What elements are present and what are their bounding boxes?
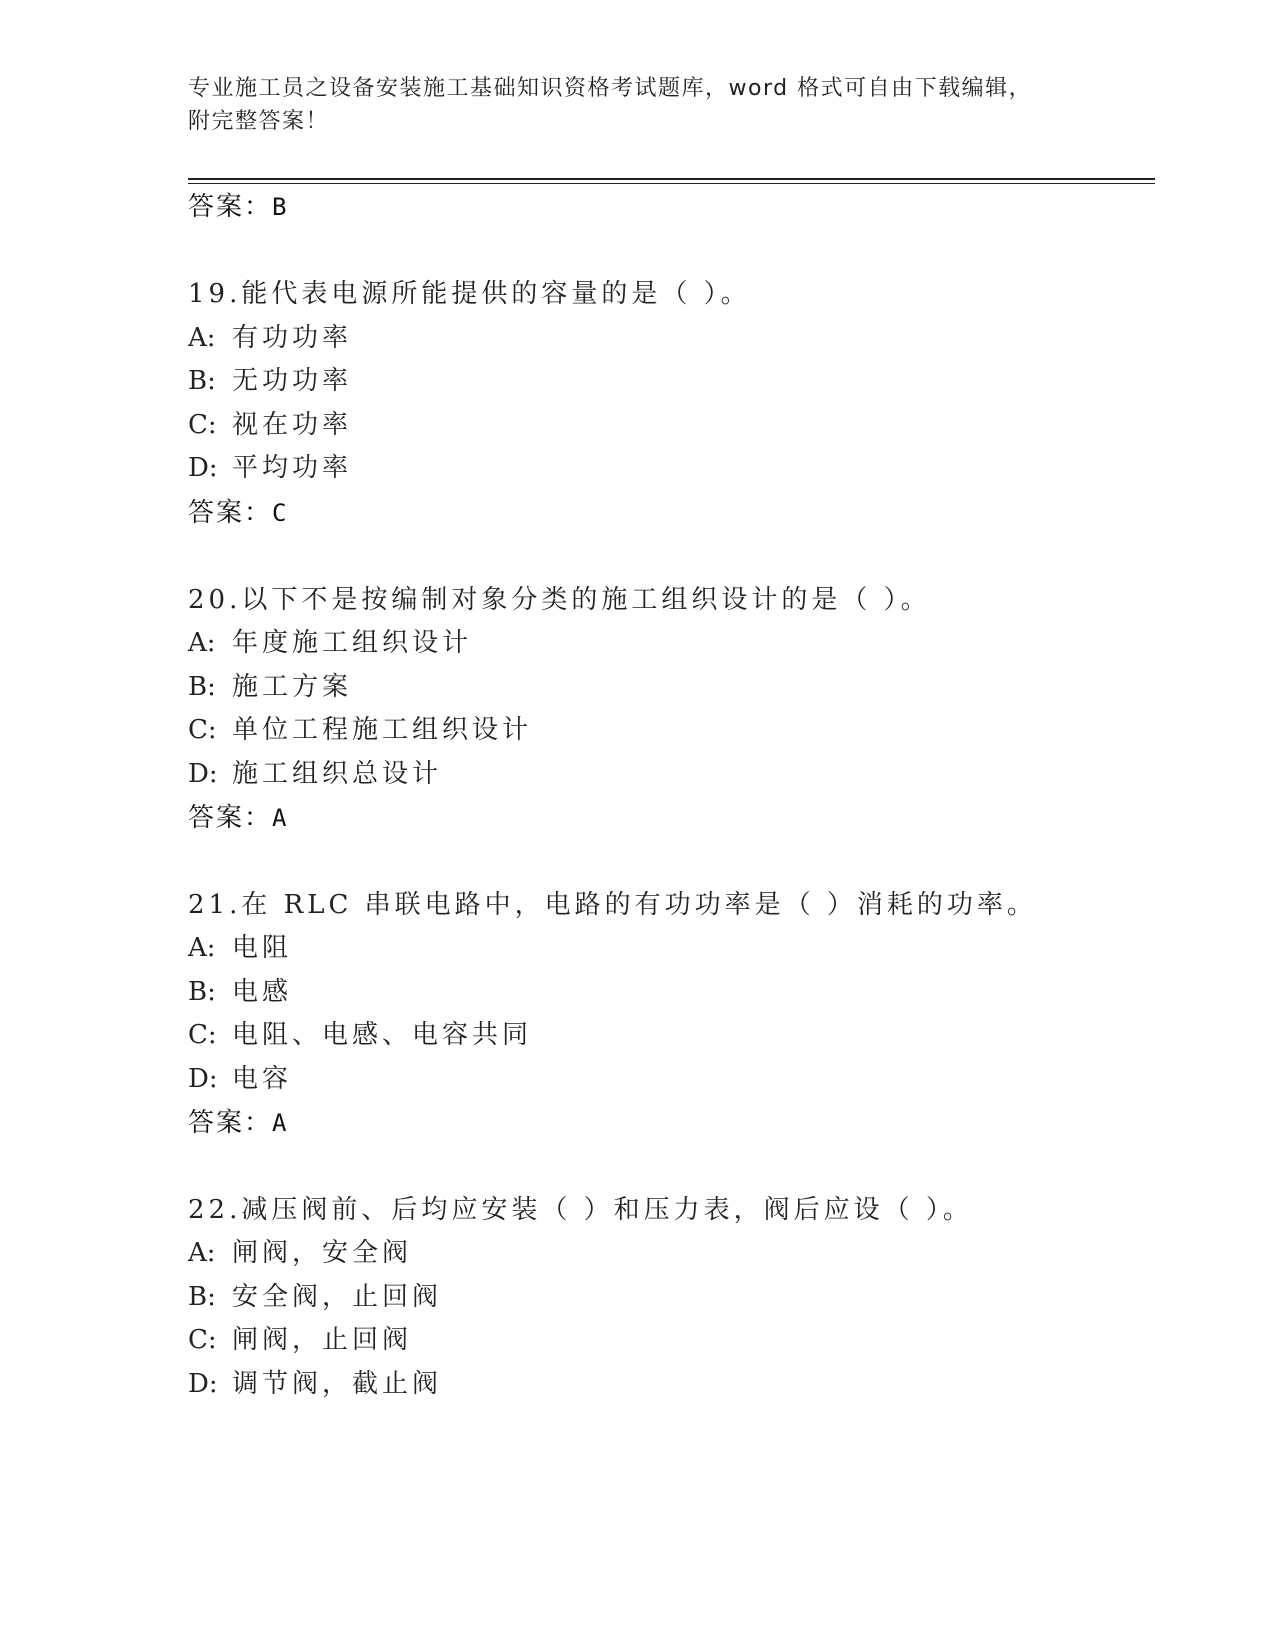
answer-value: A	[272, 804, 289, 832]
option-text: 视在功率	[232, 410, 353, 440]
answer-label: 答案：	[188, 803, 273, 833]
option-key: A:	[188, 323, 216, 353]
option-key: D:	[188, 1369, 218, 1399]
answer-value: C	[272, 499, 289, 527]
document-header	[188, 72, 1088, 138]
option-text: 电感	[232, 977, 293, 1007]
option-key: C:	[188, 1325, 217, 1355]
question-20-answer	[188, 797, 288, 834]
answer-label: 答案：	[188, 1108, 273, 1138]
question-20-option-d	[188, 753, 442, 790]
option-key: A:	[188, 628, 216, 658]
option-key: B:	[188, 672, 216, 702]
question-19-option-a	[188, 317, 352, 354]
option-text: 电容	[232, 1064, 293, 1094]
answer-value: B	[272, 193, 289, 221]
question-19-option-c	[188, 404, 352, 441]
option-text: 电阻、电感、电容共同	[232, 1020, 533, 1050]
question-22-option-c	[188, 1319, 412, 1356]
answer-previous	[188, 186, 288, 223]
option-key: D:	[188, 1064, 218, 1094]
option-text: 有功功率	[232, 323, 353, 353]
option-key: A:	[188, 1238, 216, 1268]
question-19-answer	[188, 492, 288, 529]
question-20-option-c	[188, 709, 532, 746]
question-21-answer	[188, 1102, 288, 1139]
option-key: A:	[188, 933, 216, 963]
question-21-option-d	[188, 1058, 292, 1095]
option-key: B:	[188, 1282, 216, 1312]
header-divider-thin	[188, 183, 1155, 184]
question-21-option-c	[188, 1014, 532, 1051]
answer-value: A	[272, 1109, 289, 1137]
header-line-2: 附完整答案！	[188, 109, 330, 134]
answer-label: 答案：	[188, 192, 273, 222]
option-text: 调节阀，截止阀	[232, 1369, 443, 1399]
option-key: D:	[188, 453, 218, 483]
question-21-stem: 21.在 RLC 串联电路中，电路的有功功率是（ ）消耗的功率。	[188, 890, 1037, 920]
option-text: 闸阀，止回阀	[232, 1325, 413, 1355]
question-19-stem: 19.能代表电源所能提供的容量的是（ ）。	[188, 279, 751, 309]
question-19-option-d	[188, 447, 352, 484]
option-key: C:	[188, 410, 217, 440]
option-text: 施工方案	[232, 672, 353, 702]
question-19-option-b	[188, 360, 352, 397]
question-20-option-a	[188, 622, 472, 659]
option-key: C:	[188, 1020, 217, 1050]
question-21-option-b	[188, 971, 292, 1008]
option-key: B:	[188, 366, 216, 396]
option-key: C:	[188, 715, 217, 745]
question-20-stem: 20.以下不是按编制对象分类的施工组织设计的是（ ）。	[188, 585, 931, 615]
header-line-1: 专业施工员之设备安装施工基础知识资格考试题库，word 格式可自由下载编辑，	[188, 76, 1033, 101]
question-20-option-b	[188, 666, 352, 703]
option-text: 年度施工组织设计	[232, 628, 473, 658]
question-22-option-b	[188, 1276, 442, 1313]
option-text: 施工组织总设计	[232, 759, 443, 789]
question-22-option-a	[188, 1232, 412, 1269]
option-text: 无功功率	[232, 366, 353, 396]
option-text: 单位工程施工组织设计	[232, 715, 533, 745]
question-21-option-a	[188, 927, 292, 964]
question-22-stem: 22.减压阀前、后均应安装（ ）和压力表，阀后应设（ ）。	[188, 1195, 973, 1225]
question-22-option-d	[188, 1363, 442, 1400]
option-text: 平均功率	[232, 453, 353, 483]
header-divider-thick	[188, 178, 1155, 180]
option-key: B:	[188, 977, 216, 1007]
option-key: D:	[188, 759, 218, 789]
option-text: 电阻	[232, 933, 293, 963]
answer-label: 答案：	[188, 498, 273, 528]
option-text: 安全阀，止回阀	[232, 1282, 443, 1312]
option-text: 闸阀，安全阀	[232, 1238, 413, 1268]
